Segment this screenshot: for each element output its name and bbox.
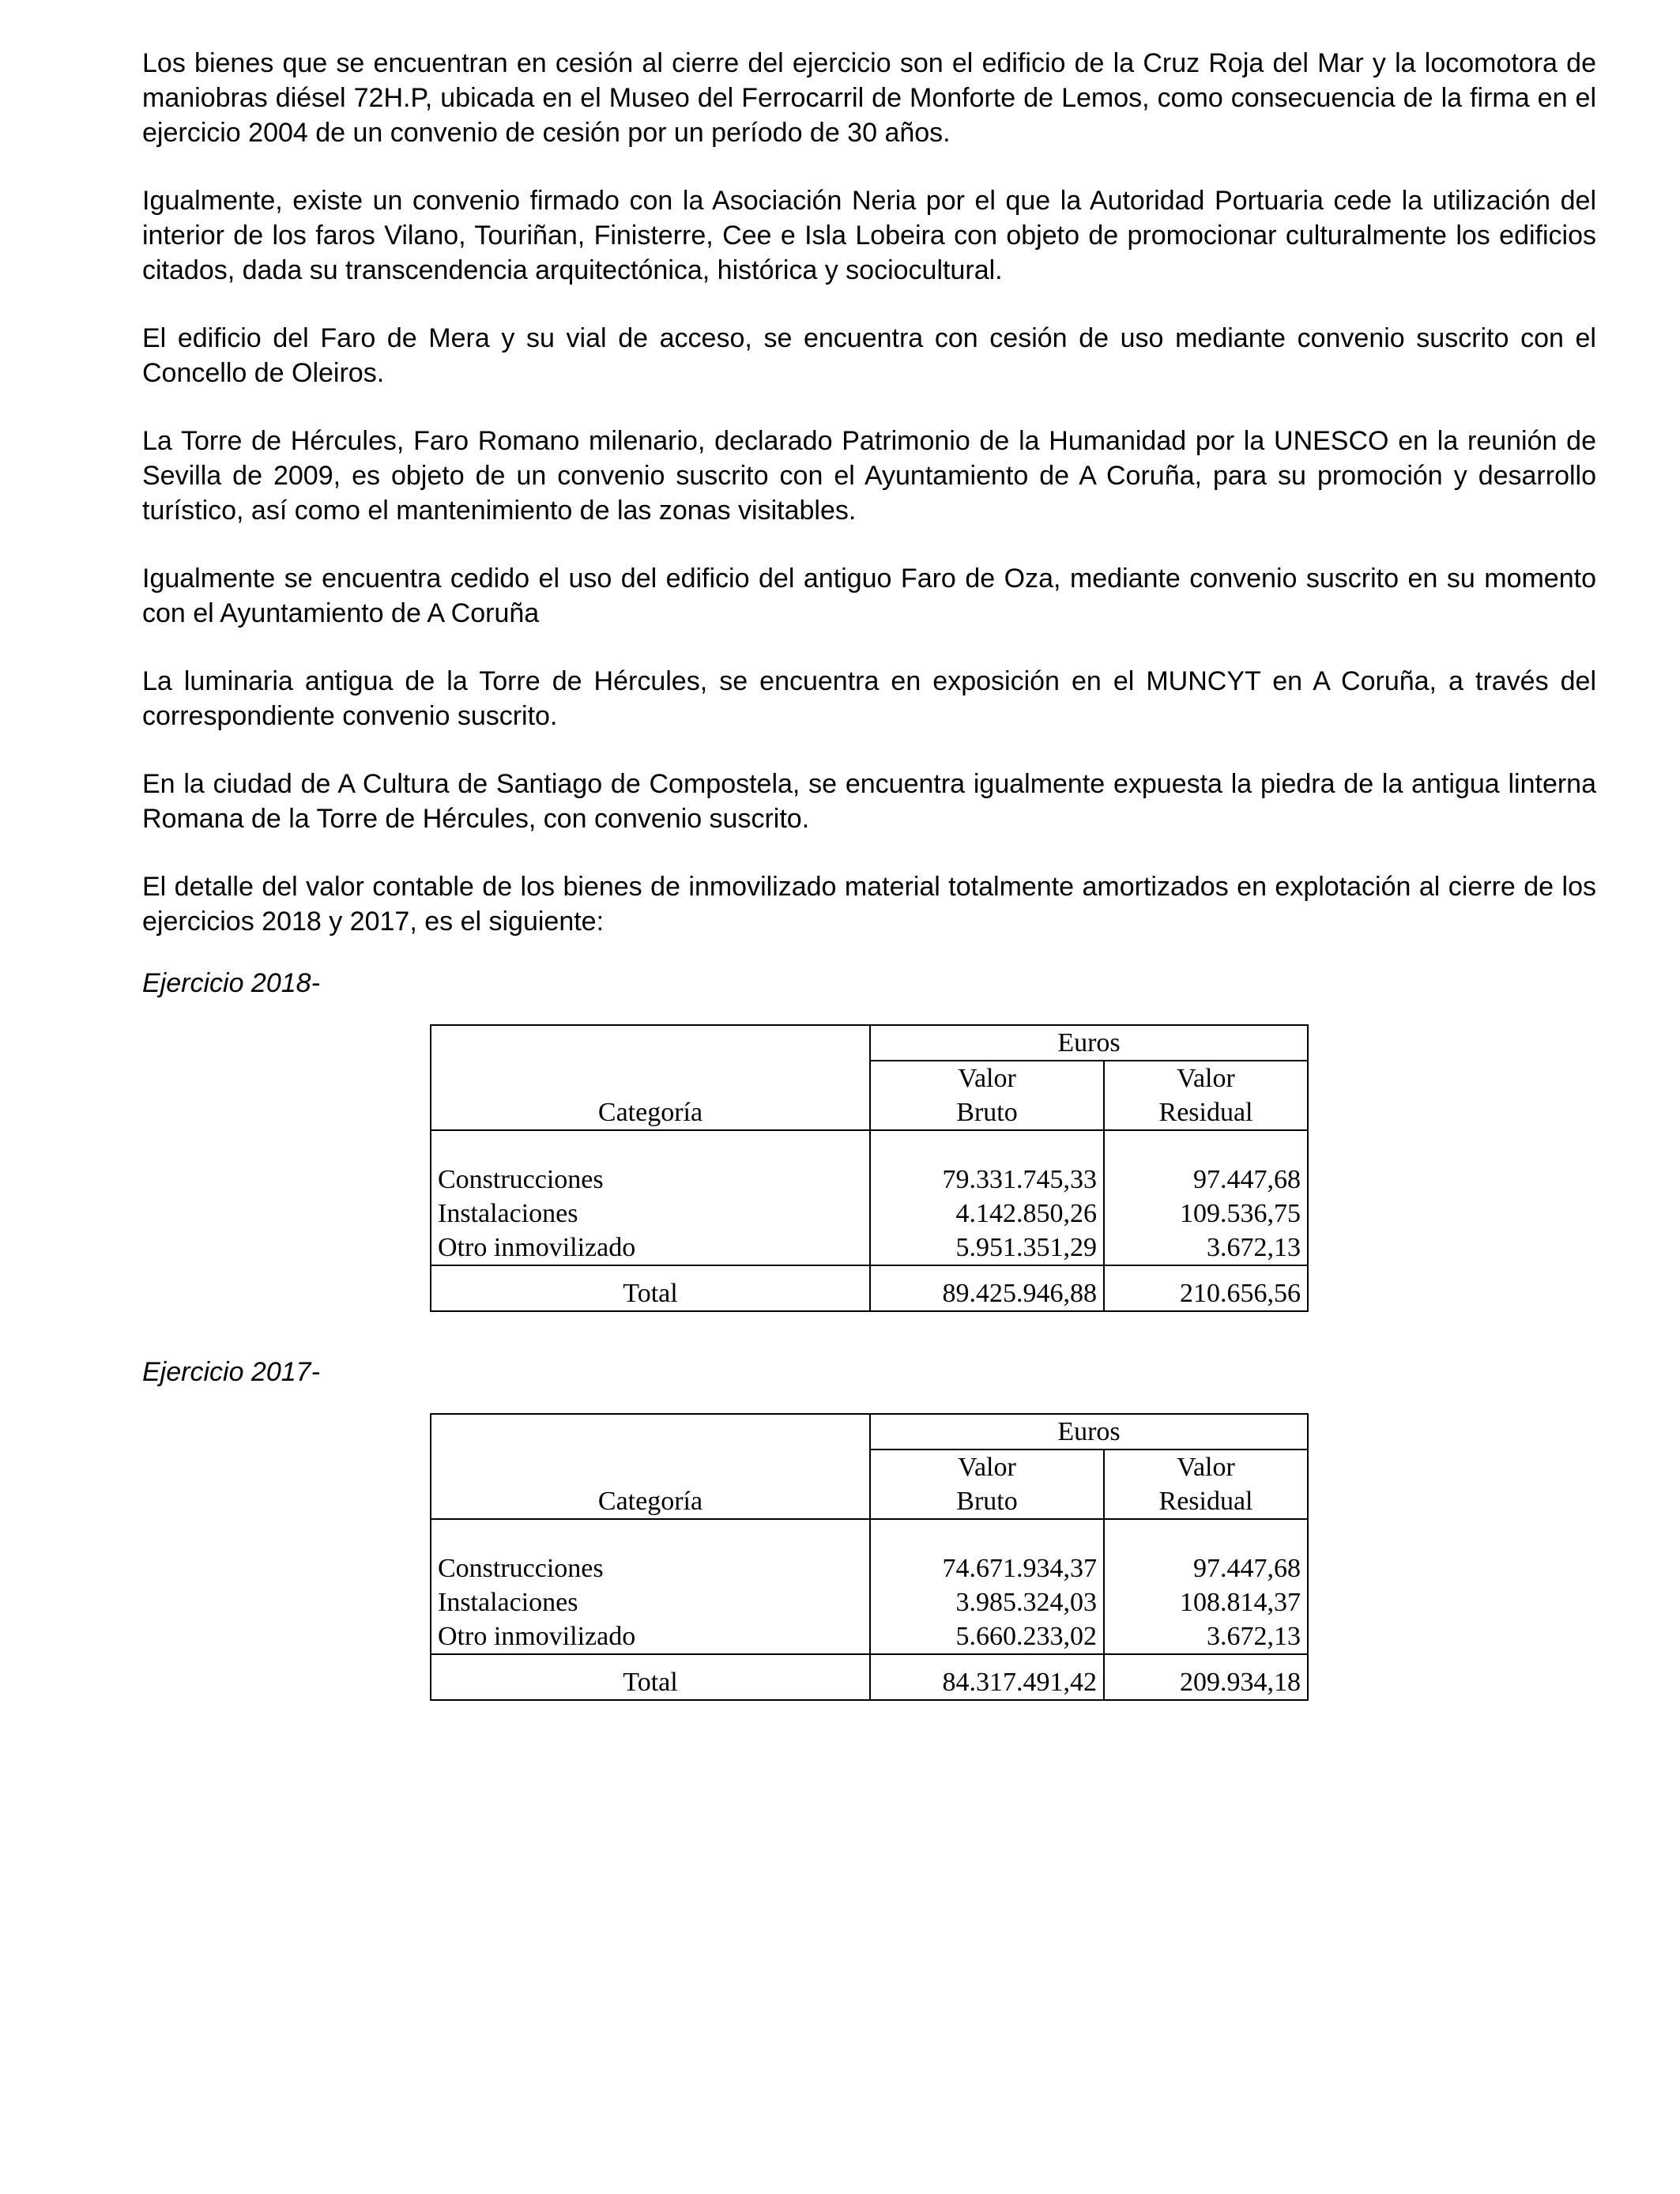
- table-row: [431, 1163, 1308, 1197]
- paragraph-neria-agreement: Igualmente, existe un convenio firmado con la Asociación Neria por el que la Autoridad Portuaria cede la utilización del interior de los faros Vilano, Touriñan, Finisterre, Cee e Isla Lobeira con objeto de promocionar culturalmente los edificios citados, dada su transcendencia arquitectónica, histórica y sociocultural.: [142, 186, 1596, 285]
- cell-category: Otro inmovilizado: [431, 1619, 870, 1654]
- cell-residual: 97.447,68: [1104, 1163, 1308, 1197]
- table-row: [431, 1619, 1308, 1654]
- paragraph-luminaria-muncyt: La luminaria antigua de la Torre de Hércules, se encuentra en exposición en el MUNCYT en A Coruña, a través del correspondiente convenio suscrito.: [142, 666, 1596, 731]
- column-header-category: Categoría: [597, 1098, 703, 1127]
- column-header-gross-line2: Bruto: [956, 1098, 1018, 1127]
- cell-total-gross: 89.425.946,88: [870, 1265, 1104, 1311]
- column-header-category: Categoría: [597, 1487, 703, 1516]
- column-header-residual-line1: Valor: [1177, 1064, 1235, 1093]
- table-total-row: [431, 1654, 1308, 1700]
- cell-gross: 5.660.233,02: [870, 1619, 1104, 1654]
- column-header-residual-line1: Valor: [1177, 1453, 1235, 1482]
- table-spacer-row: [431, 1519, 1308, 1551]
- cell-residual: 97.447,68: [1104, 1551, 1308, 1585]
- document-page: [142, 46, 1596, 1701]
- column-header-gross-line1: Valor: [958, 1064, 1016, 1093]
- paragraph-linterna-romana: En la ciudad de A Cultura de Santiago de Compostela, se encuentra igualmente expuesta la piedra de la antigua linterna Romana de la Torre de Hércules, con convenio suscrito.: [142, 769, 1596, 834]
- column-header-residual-line2: Residual: [1158, 1098, 1253, 1127]
- cell-category: Instalaciones: [431, 1197, 870, 1231]
- cell-residual: 3.672,13: [1104, 1231, 1308, 1265]
- cell-gross: 74.671.934,37: [870, 1551, 1104, 1585]
- assets-table-2018: [430, 1024, 1309, 1312]
- paragraph-faro-oza: Igualmente se encuentra cedido el uso del edificio del antiguo Faro de Oza, mediante convenio suscrito en su momento con el Ayuntamiento de A Coruña: [142, 564, 1596, 628]
- cell-gross: 4.142.850,26: [870, 1197, 1104, 1231]
- paragraph-torre-hercules: La Torre de Hércules, Faro Romano milenario, declarado Patrimonio de la Humanidad por la UNESCO en la reunión de Sevilla de 2009, es objeto de un convenio suscrito con el Ayuntamiento de A Coruña, para su promoción y desarrollo turístico, así como el mantenimiento de las zonas visitables.: [142, 426, 1596, 526]
- table-label-2018: Ejercicio 2018-: [142, 968, 320, 998]
- column-header-residual-line2: Residual: [1158, 1487, 1253, 1516]
- table-row: [431, 1585, 1308, 1619]
- column-header-residual: [1104, 1449, 1308, 1519]
- cell-residual: 3.672,13: [1104, 1619, 1308, 1654]
- table-row: [431, 1231, 1308, 1265]
- column-header-residual: [1104, 1061, 1308, 1130]
- assets-table-2017: [430, 1413, 1309, 1701]
- cell-total-gross: 84.317.491,42: [870, 1654, 1104, 1700]
- cell-total-residual: 209.934,18: [1104, 1654, 1308, 1700]
- cell-category: Instalaciones: [431, 1585, 870, 1619]
- paragraph-cession-assets: Los bienes que se encuentran en cesión al cierre del ejercicio son el edificio de la Cruz Roja del Mar y la locomotora de maniobras diésel 72H.P, ubicada en el Museo del Ferrocarril de Monforte de Lemos, como consecuencia de la firma en el ejercicio 2004 de un convenio de cesión por un período de 30 años.: [142, 48, 1596, 148]
- cell-residual: 108.814,37: [1104, 1585, 1308, 1619]
- column-header-currency: Euros: [870, 1414, 1308, 1449]
- column-header-gross: [870, 1061, 1104, 1130]
- paragraph-intro-tables: El detalle del valor contable de los bienes de inmovilizado material totalmente amortizados en explotación al cierre de los ejercicios 2018 y 2017, es el siguiente:: [142, 872, 1596, 937]
- cell-total-residual: 210.656,56: [1104, 1265, 1308, 1311]
- cell-category: Otro inmovilizado: [431, 1231, 870, 1265]
- column-header-gross: [870, 1449, 1104, 1519]
- table-label-2017: Ejercicio 2017-: [142, 1357, 320, 1387]
- cell-residual: 109.536,75: [1104, 1197, 1308, 1231]
- table-header-row: [431, 1025, 1308, 1061]
- column-header-gross-line1: Valor: [958, 1453, 1016, 1482]
- table-2018-container: [430, 1024, 1307, 1312]
- cell-category: Construcciones: [431, 1163, 870, 1197]
- cell-total-label: Total: [431, 1654, 870, 1700]
- table-total-row: [431, 1265, 1308, 1311]
- table-2017-container: [430, 1413, 1307, 1701]
- table-header-row: [431, 1414, 1308, 1449]
- cell-gross: 3.985.324,03: [870, 1585, 1104, 1619]
- table-spacer-row: [431, 1130, 1308, 1163]
- column-header-currency: Euros: [870, 1025, 1308, 1061]
- cell-gross: 5.951.351,29: [870, 1231, 1104, 1265]
- column-header-gross-line2: Bruto: [956, 1487, 1018, 1516]
- table-row: [431, 1197, 1308, 1231]
- cell-category: Construcciones: [431, 1551, 870, 1585]
- cell-gross: 79.331.745,33: [870, 1163, 1104, 1197]
- cell-total-label: Total: [431, 1265, 870, 1311]
- table-row: [431, 1551, 1308, 1585]
- paragraph-faro-mera: El edificio del Faro de Mera y su vial de acceso, se encuentra con cesión de uso mediante convenio suscrito con el Concello de Oleiros.: [142, 323, 1596, 388]
